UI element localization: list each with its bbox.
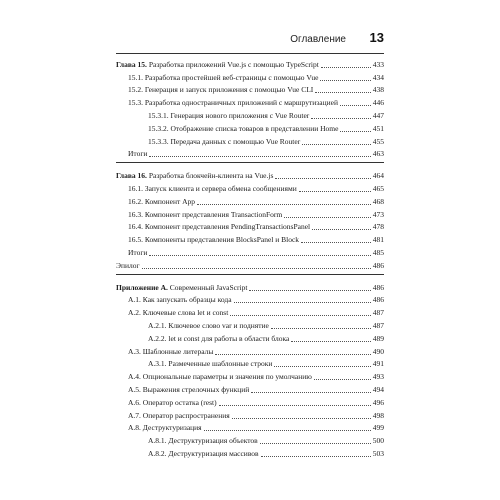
entry-title: 16.3. Компонент представления TransactionForm <box>128 209 283 219</box>
toc-chapter[interactable] <box>116 280 384 293</box>
leader-dots <box>142 268 371 269</box>
entry-title: А.4. Опциональные параметры и значения по умолчанию <box>128 372 312 382</box>
toc-entry[interactable] <box>116 446 384 459</box>
toc-entry[interactable] <box>116 83 384 96</box>
chapter-title: Современный JavaScript <box>169 282 248 292</box>
toc-entry[interactable] <box>116 245 384 258</box>
entry-page: 434 <box>372 72 384 82</box>
toc-entry[interactable] <box>116 369 384 382</box>
leader-dots <box>232 418 371 419</box>
entry-title: 15.3.1. Генерация нового приложения с Vue Router <box>148 110 310 120</box>
entry-title: А.7. Оператор распространения <box>128 410 230 420</box>
chapter-title: Разработка блокчейн-клиента на Vue.js <box>148 171 274 181</box>
page-header <box>110 30 384 50</box>
chapter-separator <box>116 274 384 275</box>
entry-title: Итоги <box>128 149 148 159</box>
chapter-title: Разработка приложений Vue.js с помощью TypeScript <box>148 59 319 69</box>
leader-dots <box>234 302 371 303</box>
leader-dots <box>219 405 371 406</box>
leader-dots <box>261 456 371 457</box>
leader-dots <box>311 118 370 119</box>
toc-entry[interactable] <box>116 147 384 160</box>
entry-title: 16.5. Компоненты представления BlocksPanel и Block <box>128 235 300 245</box>
leader-dots <box>314 379 371 380</box>
entry-title: 15.3.2. Отображение списка товаров в представлении Home <box>148 123 339 133</box>
entry-page: 491 <box>372 359 384 369</box>
entry-page: 446 <box>372 98 384 108</box>
chapter-separator <box>116 162 384 163</box>
chapter-label: Приложение А. <box>116 282 168 292</box>
entry-title: А.1. Как запускать образцы кода <box>128 295 232 305</box>
toc-entry[interactable] <box>116 121 384 134</box>
entry-title: А.8.1. Деструктуризация объектов <box>148 436 258 446</box>
entry-title: 15.3.3. Передача данных с помощью Vue Router <box>148 136 301 146</box>
entry-page: 486 <box>372 295 384 305</box>
entry-title: А.8. Деструктуризация <box>128 423 202 433</box>
entry-page: 447 <box>372 110 384 120</box>
entry-title: А.3. Шаблонные литералы <box>128 346 214 356</box>
entry-page: 455 <box>372 136 384 146</box>
leader-dots <box>302 144 371 145</box>
leader-dots <box>321 67 371 68</box>
toc-entry[interactable] <box>116 95 384 108</box>
toc-chapter[interactable] <box>116 168 384 181</box>
toc-entry[interactable] <box>116 232 384 245</box>
toc-entry[interactable] <box>116 357 384 370</box>
header-rule <box>116 53 384 54</box>
leader-dots <box>320 80 370 81</box>
leader-dots <box>149 255 370 256</box>
entry-title: 16.1. Запуск клиента и сервера обмена сообщениями <box>128 183 297 193</box>
toc-entry[interactable] <box>116 318 384 331</box>
running-title: Оглавление <box>290 34 346 45</box>
leader-dots <box>204 430 371 431</box>
entry-title: А.2. Ключевые слова let и const <box>128 308 229 318</box>
toc-entry[interactable] <box>116 134 384 147</box>
entry-page: 503 <box>372 448 384 458</box>
entry-title: А.6. Оператор остатка (rest) <box>128 397 217 407</box>
entry-page: 498 <box>372 410 384 420</box>
entry-page: 487 <box>372 308 384 318</box>
leader-dots <box>251 392 370 393</box>
entry-page: 468 <box>372 196 384 206</box>
leader-dots <box>271 328 371 329</box>
entry-title: 15.2. Генерация и запуск приложения с помощью Vue CLI <box>128 85 314 95</box>
entry-title: А.2.2. let и const для работы в области блока <box>148 333 290 343</box>
leader-dots <box>284 217 371 218</box>
toc-chapter[interactable] <box>116 57 384 70</box>
entry-page: 438 <box>372 85 384 95</box>
entry-page: 486 <box>372 282 384 292</box>
entry-page: 486 <box>372 260 384 270</box>
toc-entry[interactable] <box>116 382 384 395</box>
entry-title: Итоги <box>128 247 148 257</box>
toc-entry[interactable] <box>116 258 384 271</box>
entry-page: 473 <box>372 209 384 219</box>
toc-entry[interactable] <box>116 220 384 233</box>
entry-page: 433 <box>372 59 384 69</box>
entry-page: 481 <box>372 235 384 245</box>
toc-entry[interactable] <box>116 293 384 306</box>
leader-dots <box>274 366 370 367</box>
leader-dots <box>301 242 371 243</box>
entry-title: 16.4. Компонент представления PendingTransactionsPanel <box>128 222 311 232</box>
toc-entry[interactable] <box>116 344 384 357</box>
entry-title: 16.2. Компонент App <box>128 196 196 206</box>
leader-dots <box>291 341 370 342</box>
entry-page: 496 <box>372 397 384 407</box>
page-number: 13 <box>369 30 384 45</box>
table-of-contents <box>116 57 384 459</box>
toc-entry[interactable] <box>116 108 384 121</box>
leader-dots <box>340 131 370 132</box>
leader-dots <box>260 443 371 444</box>
entry-page: 500 <box>372 436 384 446</box>
entry-page: 487 <box>372 320 384 330</box>
entry-title: А.2.1. Ключевое слово var и поднятие <box>148 320 269 330</box>
chapter-label: Глава 16. <box>116 171 147 181</box>
entry-title: А.3.1. Размеченные шаблонные строки <box>148 359 273 369</box>
leader-dots <box>149 156 370 157</box>
entry-title: А.5. Выражения стрелочных функций <box>128 384 250 394</box>
entry-page: 485 <box>372 247 384 257</box>
toc-entry[interactable] <box>116 305 384 318</box>
toc-entry[interactable] <box>116 70 384 83</box>
leader-dots <box>197 204 371 205</box>
chapter-label: Глава 15. <box>116 59 147 69</box>
leader-dots <box>340 105 371 106</box>
entry-title: 15.3. Разработка одностраничных приложений с маршрутизацией <box>128 98 338 108</box>
entry-page: 493 <box>372 372 384 382</box>
entry-page: 465 <box>372 183 384 193</box>
entry-title: Эпилог <box>116 260 140 270</box>
leader-dots <box>230 315 370 316</box>
leader-dots <box>315 92 370 93</box>
toc-entry[interactable] <box>116 395 384 408</box>
entry-page: 464 <box>372 171 384 181</box>
toc-entry[interactable] <box>116 194 384 207</box>
leader-dots <box>249 290 370 291</box>
leader-dots <box>299 191 371 192</box>
toc-entry[interactable] <box>116 408 384 421</box>
entry-page: 489 <box>372 333 384 343</box>
leader-dots <box>312 229 371 230</box>
toc-entry[interactable] <box>116 421 384 434</box>
toc-entry[interactable] <box>116 207 384 220</box>
leader-dots <box>215 354 370 355</box>
entry-page: 490 <box>372 346 384 356</box>
entry-page: 463 <box>372 149 384 159</box>
toc-entry[interactable] <box>116 181 384 194</box>
entry-page: 499 <box>372 423 384 433</box>
entry-page: 478 <box>372 222 384 232</box>
leader-dots <box>275 178 370 179</box>
entry-page: 451 <box>372 123 384 133</box>
toc-entry[interactable] <box>116 331 384 344</box>
entry-page: 494 <box>372 384 384 394</box>
entry-title: 15.1. Разработка простейшей веб-страницы с помощью Vue <box>128 72 319 82</box>
entry-title: А.8.2. Деструктуризация массивов <box>148 448 259 458</box>
toc-entry[interactable] <box>116 433 384 446</box>
